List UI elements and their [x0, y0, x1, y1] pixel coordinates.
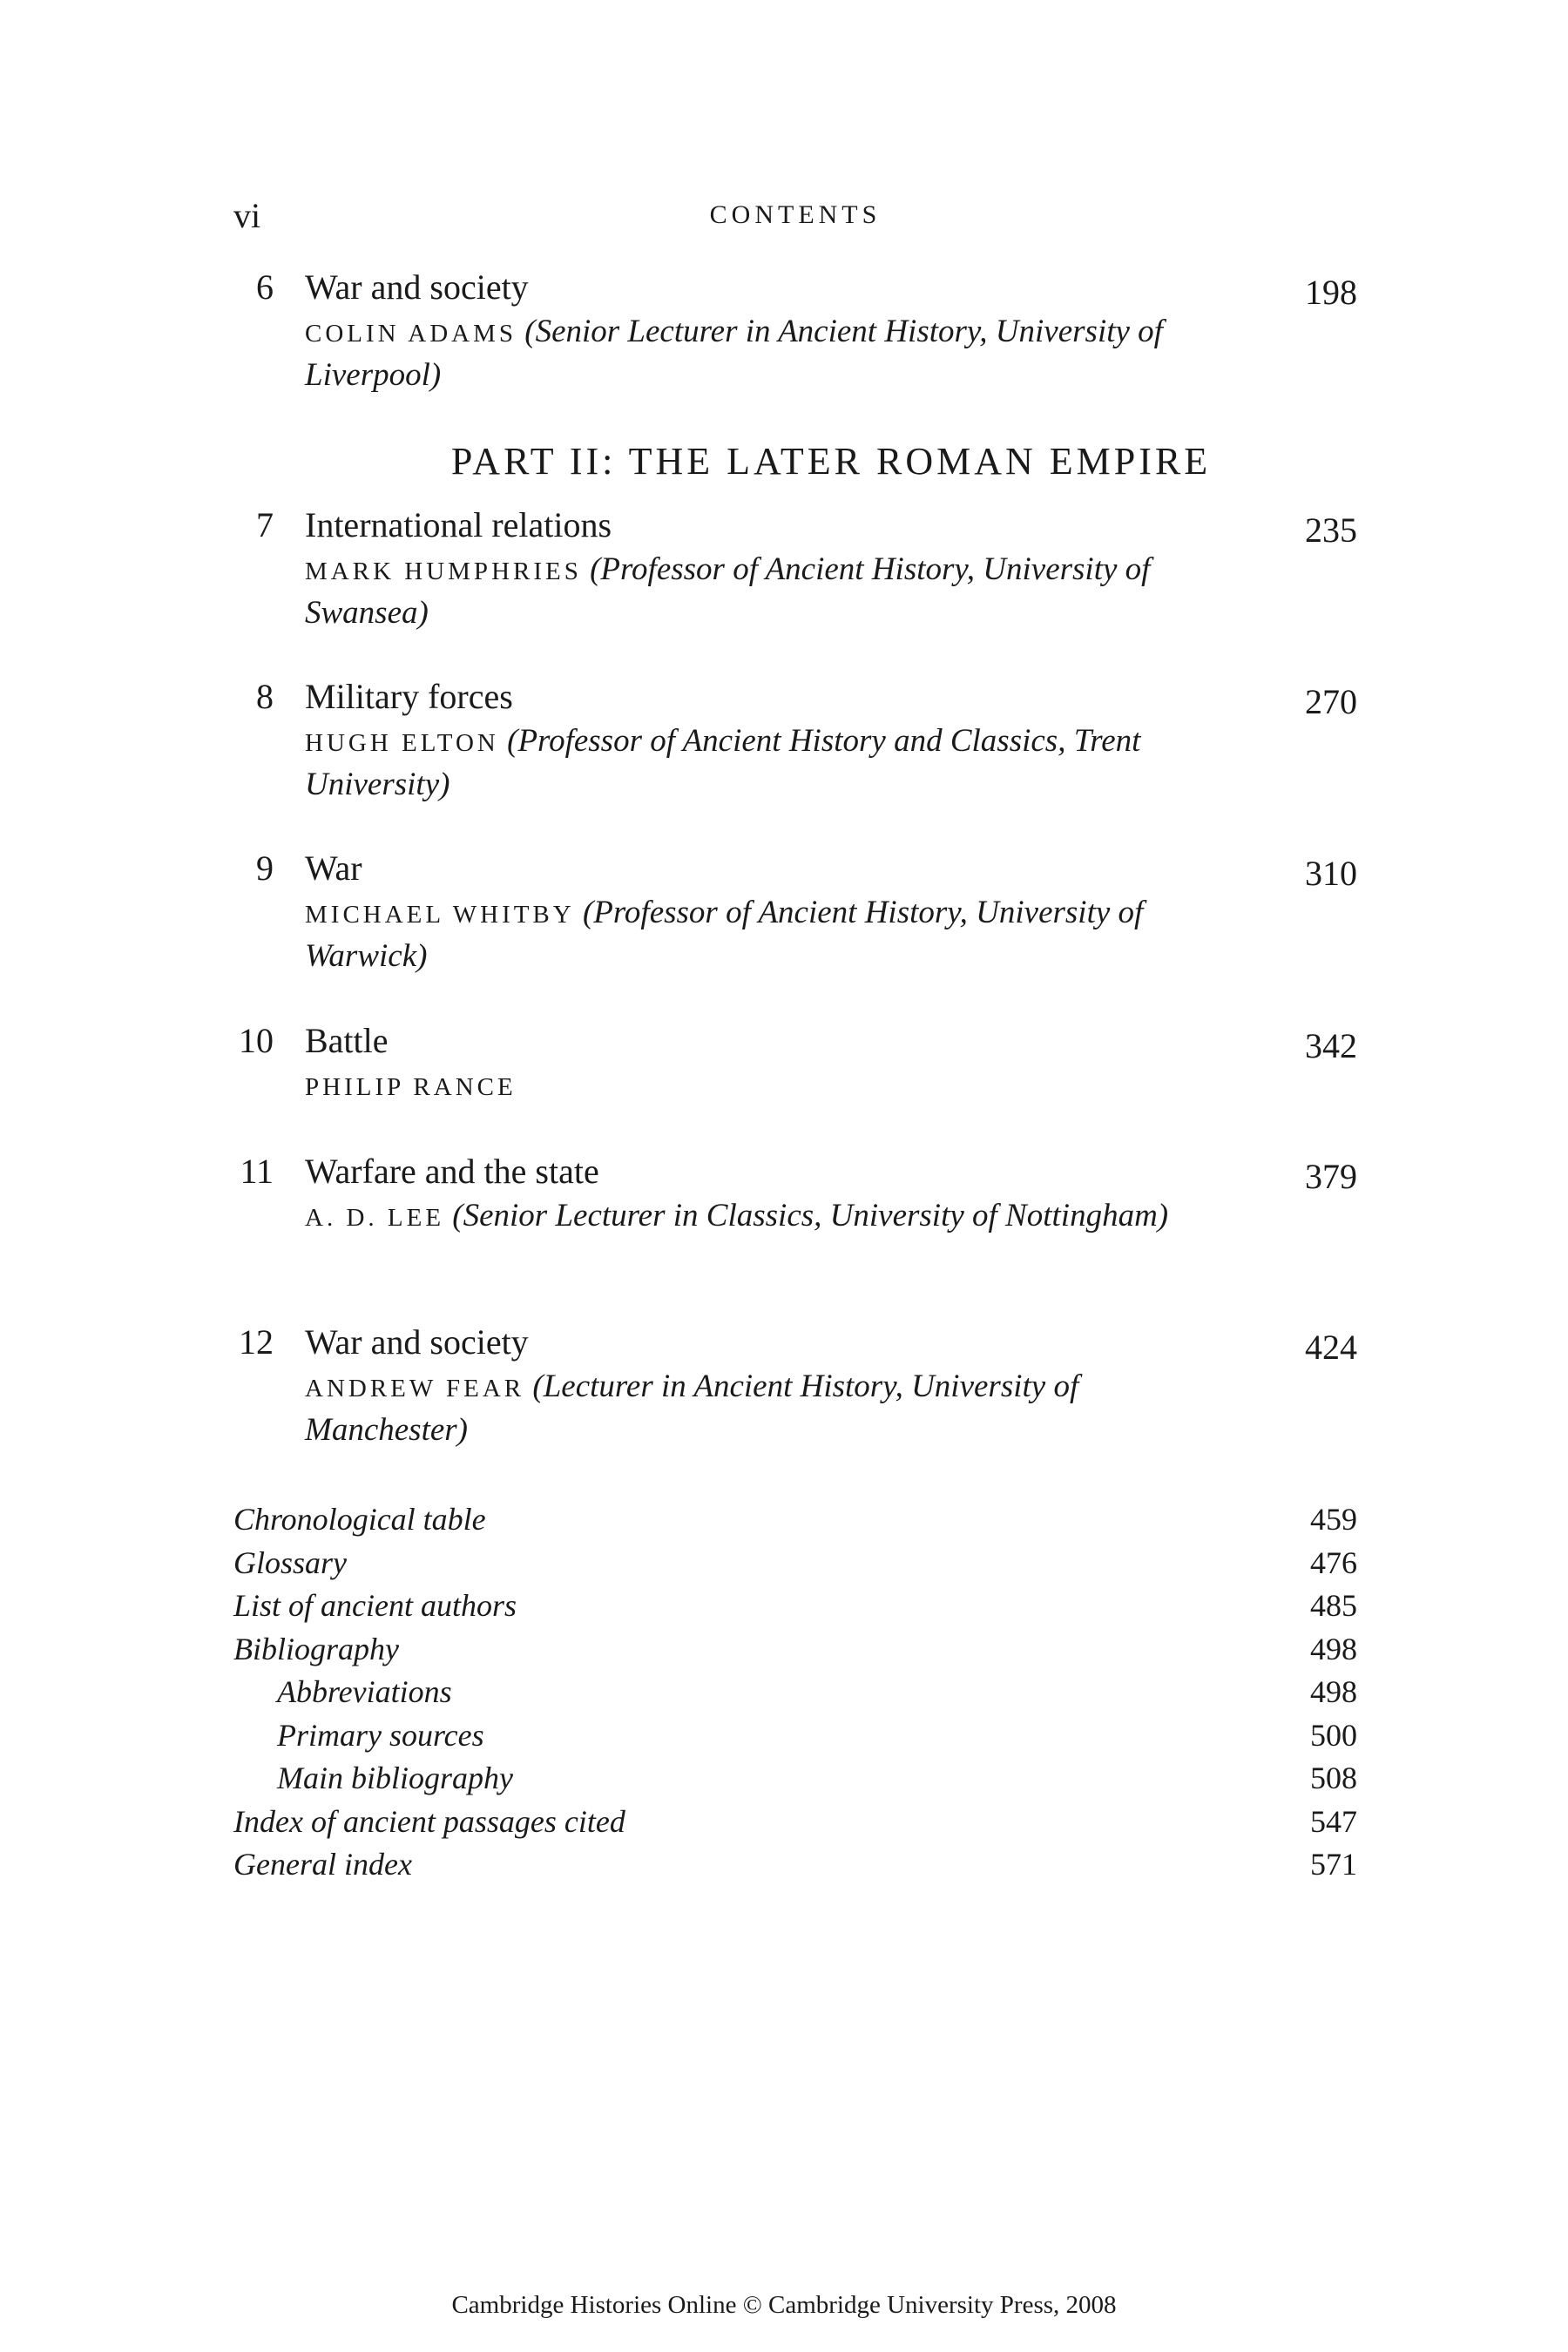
chapter-byline — [305, 892, 1193, 977]
page-number: 270 — [1305, 682, 1357, 721]
back-matter-item[interactable] — [233, 1843, 1357, 1887]
chapter-number: 6 — [256, 267, 274, 307]
author-name: HUGH ELTON — [305, 729, 499, 757]
back-matter-label[interactable]: Index of ancient passages cited — [233, 1803, 625, 1839]
page-number: 498 — [1310, 1674, 1357, 1709]
back-matter-item[interactable] — [233, 1628, 1357, 1672]
page-number: 342 — [1305, 1026, 1357, 1065]
author-name: MICHAEL WHITBY — [305, 901, 575, 929]
chapter-title[interactable]: Military forces — [305, 677, 513, 716]
running-head — [233, 195, 1357, 239]
chapter-number: 9 — [256, 848, 274, 888]
chapter-byline — [305, 549, 1193, 634]
back-matter-item[interactable] — [233, 1801, 1357, 1844]
page-number: 235 — [1305, 510, 1357, 550]
author-affiliation: (Professor of Ancient History and Classics, Trent University) — [305, 723, 1141, 802]
author-affiliation: (Senior Lecturer in Classics, University of Nottingham) — [452, 1198, 1169, 1233]
back-matter-label[interactable]: Primary sources — [277, 1717, 484, 1753]
page-number: 424 — [1305, 1328, 1357, 1367]
chapter-number: 11 — [240, 1152, 274, 1191]
page-folio: vi — [233, 196, 261, 235]
back-matter-subitem[interactable] — [233, 1671, 1357, 1714]
chapter-byline — [305, 1064, 1193, 1108]
back-matter-label[interactable]: Bibliography — [233, 1631, 399, 1666]
chapter-byline — [305, 720, 1193, 806]
author-name: COLIN ADAMS — [305, 320, 517, 348]
author-name: ANDREW FEAR — [305, 1375, 525, 1402]
copyright-footer: Cambridge Histories Online © Cambridge University Press, 2008 — [451, 2291, 1117, 2319]
chapter-title[interactable]: War — [305, 848, 362, 888]
chapter-byline — [305, 311, 1193, 396]
page-number: 571 — [1310, 1847, 1357, 1882]
author-affiliation: (Professor of Ancient History, University of Warwick) — [305, 895, 1144, 974]
chapter-title[interactable]: Warfare and the state — [305, 1152, 599, 1191]
author-affiliation: (Senior Lecturer in Ancient History, University of Liverpool) — [305, 314, 1163, 393]
part-heading: PART II: THE LATER ROMAN EMPIRE — [450, 440, 1212, 483]
back-matter-label[interactable]: List of ancient authors — [233, 1588, 517, 1623]
chapter-number: 12 — [239, 1322, 274, 1362]
chapter-byline — [305, 1195, 1193, 1239]
back-matter-label[interactable]: Main bibliography — [277, 1761, 513, 1795]
page-number: 485 — [1310, 1588, 1357, 1623]
chapter-title[interactable]: Battle — [305, 1021, 389, 1060]
page-number: 379 — [1305, 1157, 1357, 1196]
chapter-title[interactable]: War and society — [305, 1322, 529, 1362]
page-number: 500 — [1310, 1717, 1357, 1753]
back-matter-label[interactable]: Glossary — [233, 1544, 348, 1580]
page-number: 476 — [1310, 1544, 1357, 1580]
back-matter-item[interactable] — [233, 1585, 1357, 1628]
back-matter-label[interactable]: Chronological table — [233, 1502, 486, 1537]
chapter-number: 7 — [256, 505, 274, 544]
author-name: MARK HUMPHRIES — [305, 558, 582, 585]
running-head-title: CONTENTS — [709, 200, 882, 229]
page-number: 459 — [1310, 1502, 1357, 1537]
back-matter-list — [233, 1498, 1357, 1887]
back-matter-item[interactable] — [233, 1542, 1357, 1585]
back-matter-label[interactable]: General index — [233, 1847, 412, 1882]
page-number: 508 — [1310, 1761, 1357, 1795]
author-name: PHILIP RANCE — [305, 1073, 517, 1101]
back-matter-subitem[interactable] — [233, 1714, 1357, 1758]
chapter-number: 10 — [239, 1021, 274, 1060]
back-matter-label[interactable]: Abbreviations — [277, 1674, 452, 1709]
page-number: 310 — [1305, 854, 1357, 893]
chapter-title[interactable]: International relations — [305, 505, 612, 544]
page-number: 498 — [1310, 1631, 1357, 1666]
chapter-byline — [305, 1366, 1193, 1451]
author-name: A. D. LEE — [305, 1204, 445, 1232]
author-affiliation: (Professor of Ancient History, University of Swansea) — [305, 551, 1151, 631]
author-affiliation: (Lecturer in Ancient History, University of Manchester) — [305, 1369, 1079, 1448]
back-matter-subitem[interactable] — [233, 1757, 1357, 1801]
back-matter-item[interactable] — [233, 1498, 1357, 1542]
page-number: 547 — [1310, 1803, 1357, 1839]
chapter-number: 8 — [256, 677, 274, 716]
page-number: 198 — [1305, 273, 1357, 312]
chapter-title[interactable]: War and society — [305, 267, 529, 307]
